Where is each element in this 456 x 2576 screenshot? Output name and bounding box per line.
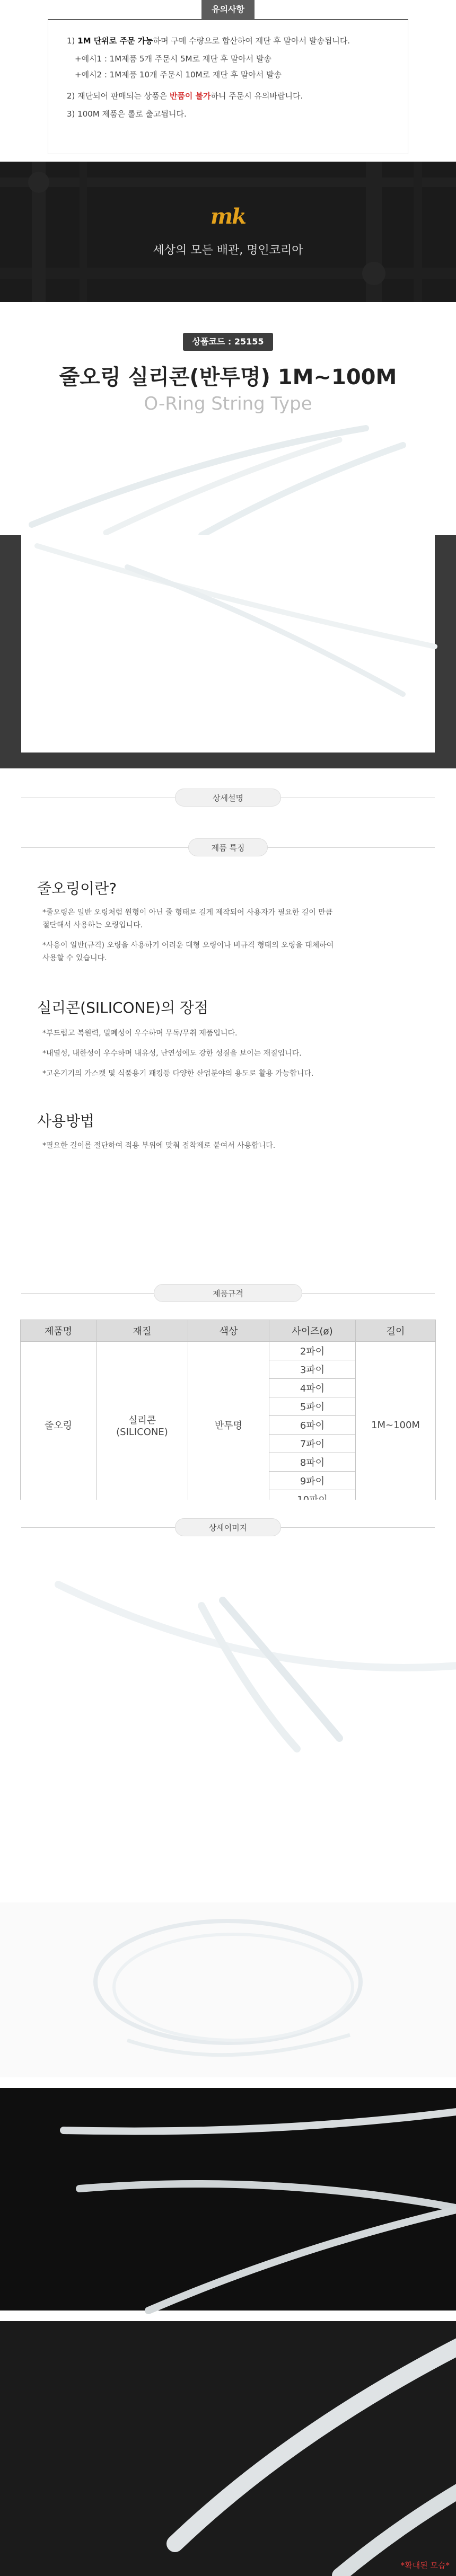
images-header-section	[0, 1500, 456, 1590]
spec-col-color: 색상	[188, 1320, 269, 1342]
brand-slogan: 세상의 모든 배관, 명인코리아	[153, 244, 303, 257]
notice-line-1	[67, 35, 350, 46]
detail-image-2	[0, 1902, 456, 2077]
spec-table	[20, 1320, 436, 1509]
heading-usage: 사용방법	[37, 1112, 95, 1130]
notice-section	[0, 0, 456, 162]
pipe-background	[0, 162, 456, 302]
spec-col-size: 사이즈(ø)	[269, 1320, 356, 1342]
detail-image-1	[0, 1590, 456, 1823]
spec-row	[21, 1342, 436, 1360]
notice-box	[48, 19, 408, 154]
detail-section	[0, 768, 456, 1267]
spec-header-row	[21, 1320, 436, 1342]
spec-size: 9파이	[269, 1472, 356, 1490]
text-what-is-1a: *줄오링은 일반 오링처럼 원형이 아닌 줄 형태로 길게 제작되어 사용자가 필요한 길이 만큼	[42, 908, 333, 917]
notice-line-4-b: 하니 주문시 유의바랍니다.	[211, 91, 303, 101]
spec-size: 8파이	[269, 1453, 356, 1472]
spec-size: 3파이	[269, 1360, 356, 1379]
product-subtitle: O-Ring String Type	[144, 393, 312, 414]
heading-what-is: 줄오링이란?	[37, 880, 117, 897]
heading-silicone: 실리콘(SILICONE)의 장점	[37, 999, 209, 1016]
notice-line-4-warning: 반품이 불가	[169, 91, 211, 101]
detail-image-3-graphic	[0, 2088, 456, 2311]
intro-product-image	[21, 535, 435, 753]
images-header: 상세이미지	[175, 1518, 281, 1536]
spec-length: 1M~100M	[356, 1342, 436, 1509]
product-title: 줄오링 실리콘(반투명) 1M~100M	[59, 365, 397, 390]
spec-col-material: 재질	[97, 1320, 188, 1342]
notice-line-2: +예시1 : 1M제품 5개 주문시 5M로 재단 후 말아서 발송	[75, 54, 271, 64]
intro-photo-section	[0, 535, 456, 768]
detail-header: 상세설명	[175, 789, 281, 807]
detail-image-1-graphic	[0, 1590, 456, 1823]
product-image-strings	[0, 424, 456, 535]
title-section	[0, 302, 456, 535]
text-usage: *필요한 길이를 절단하여 적용 부위에 맞춰 접착제로 붙여서 사용합니다.	[42, 1141, 276, 1150]
spec-size: 5파이	[269, 1397, 356, 1416]
brand-logo: mk	[210, 204, 246, 229]
text-silicone-2: *내열성, 내한성이 우수하며 내유성, 난연성에도 강한 성질을 보이는 재질입니다.	[42, 1049, 302, 1058]
detail-image-3	[0, 2088, 456, 2311]
spec-material-ko: 실리콘	[128, 1414, 156, 1426]
notice-tab: 유의사항	[201, 0, 255, 19]
notice-line-4-a: 2) 재단되어 판매되는 상품은	[67, 91, 168, 101]
notice-line-1-bold: 1M 단위로 주문 가능	[77, 36, 153, 46]
text-silicone-3: *고온기기의 가스켓 및 식품용기 패킹등 다양한 산업분야의 용도로 활용 가능합니다.	[42, 1069, 314, 1078]
text-what-is-2b: 사용할 수 있습니다.	[42, 954, 107, 962]
product-code-badge: 상품코드 : 25155	[183, 333, 273, 351]
spec-col-name: 제품명	[21, 1320, 97, 1342]
features-header: 제품 특징	[188, 838, 268, 856]
spec-color: 반투명	[188, 1342, 269, 1509]
spec-size: 7파이	[269, 1435, 356, 1453]
detail-image-4	[0, 2321, 456, 2576]
spec-product-name: 줄오링	[21, 1342, 97, 1509]
notice-line-4	[67, 90, 303, 101]
text-what-is-1b: 절단해서 사용하는 오링입니다.	[42, 921, 143, 930]
notice-line-1-rest: 하며 구매 수량으로 합산하여 재단 후 말아서 발송됩니다.	[153, 36, 350, 46]
spec-size: 2파이	[269, 1342, 356, 1360]
spec-size: 4파이	[269, 1379, 356, 1397]
notice-line-1-number: 1)	[67, 36, 75, 46]
spec-size: 6파이	[269, 1416, 356, 1435]
spec-section	[0, 1267, 456, 1500]
text-what-is-2a: *사용이 일반(규격) 오링을 사용하기 어려운 대형 오링이나 비규격 형태의 오링을 대체하여	[42, 941, 334, 950]
spec-material-en: (SILICONE)	[116, 1426, 168, 1438]
spec-header: 제품규격	[154, 1284, 302, 1302]
text-silicone-1: *부드럽고 복원력, 밀폐성이 우수하며 무독/무취 제품입니다.	[42, 1029, 238, 1038]
detail-image-4-graphic	[0, 2321, 456, 2576]
notice-line-5: 3) 100M 제품은 롤로 출고됩니다.	[67, 109, 187, 119]
zoom-caption: *확대된 모습*	[400, 2561, 450, 2570]
spec-material	[97, 1342, 188, 1509]
notice-line-3: +예시2 : 1M제품 10개 주문시 10M로 재단 후 말아서 발송	[75, 70, 282, 79]
spec-col-length: 길이	[356, 1320, 436, 1342]
brand-banner	[0, 162, 456, 302]
detail-image-2-coil	[0, 1902, 456, 2077]
